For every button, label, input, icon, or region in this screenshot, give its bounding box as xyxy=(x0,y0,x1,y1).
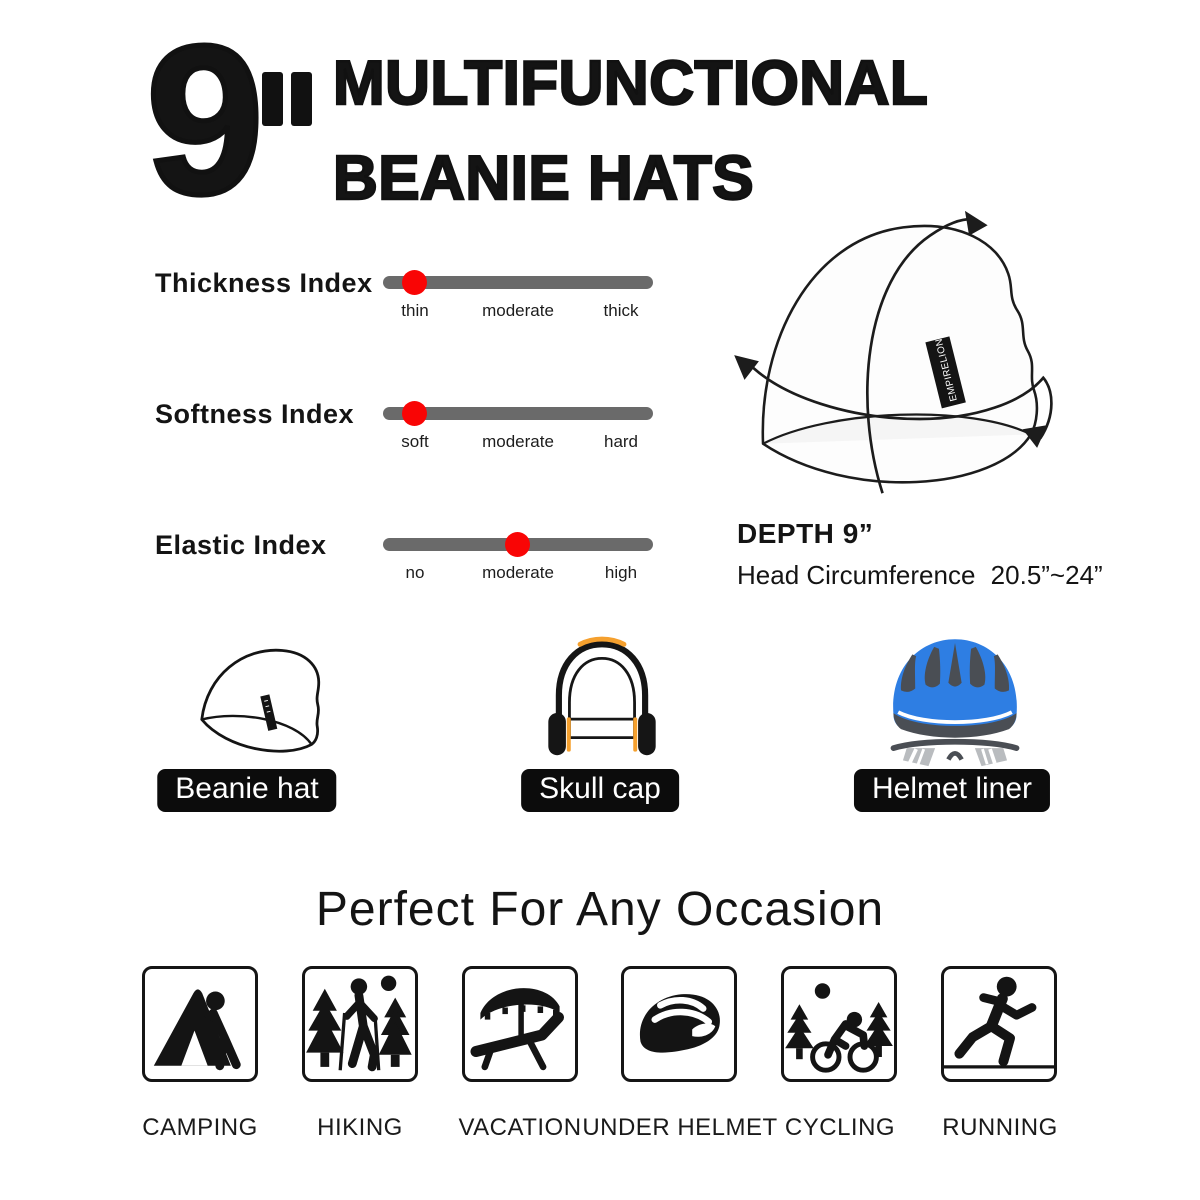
elastic-slider-row xyxy=(155,517,695,607)
camping-icon xyxy=(145,969,255,1079)
vacation-box xyxy=(462,966,578,1082)
occasions-heading: Perfect For Any Occasion xyxy=(315,883,885,936)
tick-label: hard xyxy=(603,432,639,451)
thickness-slider-row xyxy=(155,255,695,345)
thickness-slider-track xyxy=(383,276,653,289)
elastic-index-label: Elastic Index xyxy=(155,530,327,560)
beanie-hat-badge: Beanie hat xyxy=(157,769,336,812)
running-box xyxy=(941,966,1057,1082)
hiking-box xyxy=(302,966,418,1082)
page-title-line2: BEANIE HATS xyxy=(333,144,755,213)
elastic-slider-dot xyxy=(505,532,530,557)
depth-spec xyxy=(737,518,873,550)
softness-slider-row xyxy=(155,386,695,476)
softness-slider-track xyxy=(383,407,653,420)
depth-arrowhead-icon xyxy=(965,211,988,236)
thickness-slider-dot xyxy=(402,270,427,295)
tick-label: high xyxy=(604,563,638,582)
tick-label: moderate xyxy=(482,301,554,320)
hiking-icon xyxy=(305,969,415,1079)
beanie-measurement-diagram-icon xyxy=(728,186,1068,516)
tick-label: soft xyxy=(401,432,429,451)
beanie-hat-icon xyxy=(168,636,358,766)
circumference-value: 20.5”~24” xyxy=(990,560,1103,590)
thickness-index-label: Thickness Index xyxy=(155,268,373,298)
page-title-line1: MULTIFUNCTIONAL xyxy=(333,49,929,118)
circumference-spec xyxy=(737,560,1103,591)
size-number: 9 xyxy=(146,1,260,238)
inch-mark-icon xyxy=(291,72,312,126)
under-helmet-label: UNDER HELMET xyxy=(582,1114,778,1141)
under-helmet-icon xyxy=(624,969,734,1079)
running-icon xyxy=(944,969,1054,1079)
camping-label: CAMPING xyxy=(142,1114,258,1141)
skull-cap-badge: Skull cap xyxy=(521,769,679,812)
tick-label: no xyxy=(405,563,425,582)
softness-index-label: Softness Index xyxy=(155,399,355,429)
elastic-ticks xyxy=(383,563,653,587)
index-sliders xyxy=(155,255,695,615)
under-helmet-box xyxy=(621,966,737,1082)
circumference-arrowhead-left-icon xyxy=(734,355,759,380)
camping-box xyxy=(142,966,258,1082)
tick-label: moderate xyxy=(482,563,554,582)
running-label: RUNNING xyxy=(942,1114,1058,1141)
hiking-label: HIKING xyxy=(317,1114,403,1141)
cycling-box xyxy=(781,966,897,1082)
circumference-label: Head Circumference xyxy=(737,560,976,590)
vacation-icon xyxy=(465,969,575,1079)
helmet-liner-icon xyxy=(874,626,1036,768)
elastic-slider-track xyxy=(383,538,653,551)
thickness-ticks xyxy=(383,301,653,325)
brand-tag-text: EMPIRELION xyxy=(933,337,960,403)
helmet-liner-badge: Helmet liner xyxy=(854,769,1050,812)
softness-slider-dot xyxy=(402,401,427,426)
tick-label: thin xyxy=(401,301,429,320)
inch-mark-icon xyxy=(262,72,283,126)
cycling-label: CYCLING xyxy=(784,1114,896,1141)
depth-value: 9” xyxy=(842,518,874,549)
cycling-icon xyxy=(784,969,894,1079)
tick-label: moderate xyxy=(482,432,554,451)
tick-label: thick xyxy=(603,301,639,320)
vacation-label: VACATION xyxy=(458,1114,582,1141)
softness-ticks xyxy=(383,432,653,456)
depth-label: DEPTH xyxy=(737,518,835,549)
skull-cap-icon xyxy=(518,632,686,764)
